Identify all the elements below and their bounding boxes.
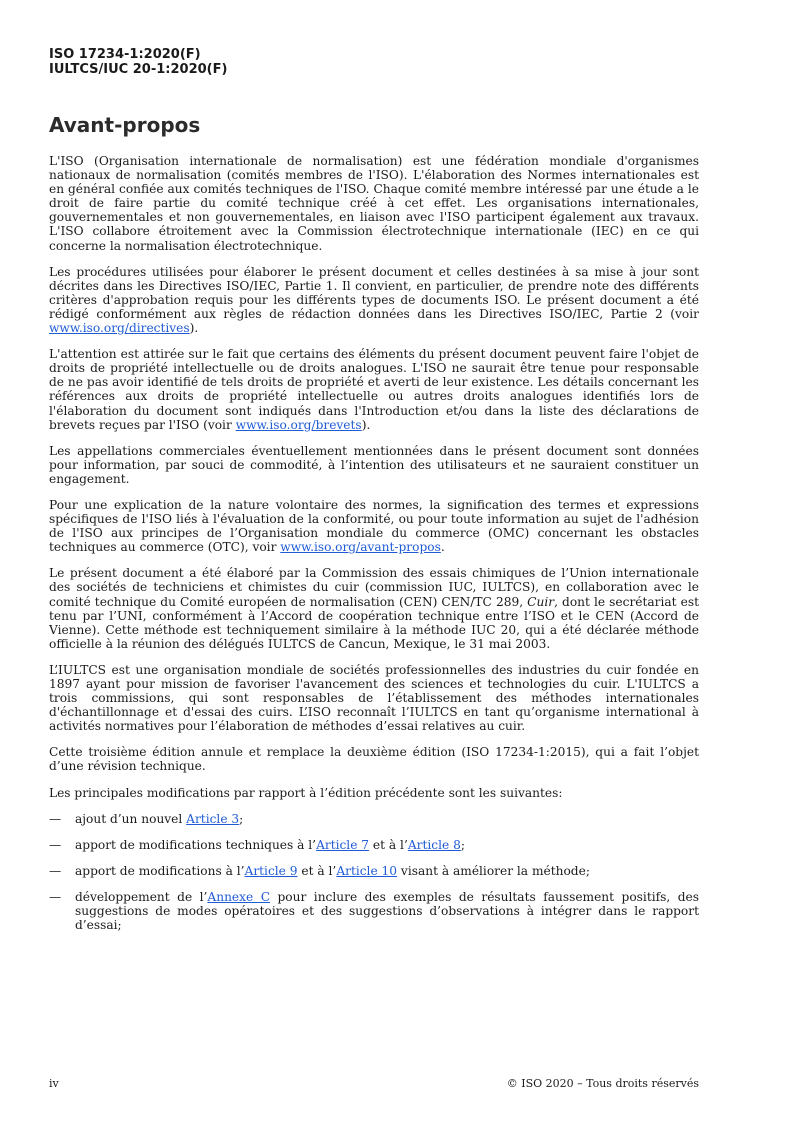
paragraph-6 (49, 566, 699, 651)
list-item-4-post: pour inclure des exemples de résultats faussement positifs, des suggestions de modes opératoires et des suggestions d’observations à intégrer dans le rapport d’essai; (75, 889, 700, 933)
paragraph-1: L'ISO (Organisation internationale de normalisation) est une fédération mondiale d'organismes nationaux de normalisation (comités membres de l'ISO). L'élaboration des Normes internationales est en général confiée aux comités techniques de l'ISO. Chaque comité membre intéressé par une étude a le droit de faire partie du comité technique créé à cet effet. Les organisations internationales, gouvernementales et non gouvernementales, en liaison avec l'ISO participent également aux travaux. L'ISO collabore étroitement avec la Commission électrotechnique internationale (IEC) en ce qui concerne la normalisation électrotechnique. (49, 154, 699, 253)
list-item (49, 838, 699, 852)
list-item-text (75, 864, 699, 878)
document-id-secondary: IULTCS/IUC 20-1:2020(F) (49, 62, 228, 77)
article-8-link[interactable]: Article 8 (407, 837, 461, 852)
list-item-1-post: ; (239, 811, 244, 826)
document-header (49, 47, 227, 77)
directives-link[interactable]: www.iso.org/directives (49, 321, 190, 336)
copyright-notice: © ISO 2020 – Tous droits réservés (506, 1077, 699, 1090)
list-dash: — (49, 863, 62, 878)
paragraph-5-text: Pour une explication de la nature volontaire des normes, la signification des termes et expressions spécifiques de l'ISO liés à l'évaluation de la conformité, ou pour toute information au sujet de l'adhésion de l'ISO aux principes de l’Organisation mondiale du commerce (OMC) concernant les obstacles techniques au commerce (OTC), voir (49, 497, 699, 555)
paragraph-5 (49, 498, 699, 554)
paragraph-6-text-1: Le présent document a été élaboré par la Commission des essais chimiques de l’Union internationale des sociétés de techniciens et chimistes du cuir (commission IUC, IULTCS), en collaboration avec le comité technique du Comité européen de normalisation (CEN) CEN/TC 289, (49, 566, 699, 609)
brevets-link[interactable]: www.iso.org/brevets (235, 417, 362, 432)
list-item-3-post: visant à améliorer la méthode; (397, 863, 590, 878)
document-id: ISO 17234-1:2020(F) (49, 47, 201, 62)
list-item (49, 864, 699, 878)
annexe-c-link[interactable]: Annexe C (207, 889, 271, 904)
list-item-3-mid: et à l’ (297, 863, 337, 878)
list-item-2-mid: et à l’ (369, 837, 408, 852)
list-item-text (75, 838, 699, 852)
paragraph-9: Les principales modifications par rapport à l’édition précédente sont les suivantes: (49, 785, 563, 800)
list-dash: — (49, 889, 62, 904)
list-dash: — (49, 837, 62, 852)
paragraph-3 (49, 347, 699, 432)
page-title: Avant-propos (49, 113, 201, 137)
paragraph-6-text-2: , dont le secrétariat est tenu par l’UNI, conformément à l’Accord de coopération technique entre l’ISO et le CEN (Accord de Vienne). Cette méthode est techniquement similaire à la méthode IUC 20, qui a été déclarée méthode officielle à la réunion des délégués IULTCS de Cancun, Mexique, le 31 mai 2003. (49, 594, 699, 651)
list-item-2-pre: apport de modifications techniques à l’ (75, 837, 317, 852)
list-item-1-pre: ajout d’un nouvel (75, 811, 187, 826)
paragraph-7: L’IULTCS est une organisation mondiale de sociétés professionnelles des industries du cuir fondée en 1897 ayant pour mission de favoriser l'avancement des sciences et technologies du cuir. L'IULTCS a trois commissions, qui sont responsables de l’établissement des méthodes internationales d'échantillonnage et d'essai des cuirs. L’ISO reconnaît l’IULTCS en tant qu’organisme international à activités normatives pour l’élaboration de méthodes d’essai relatives au cuir. (49, 662, 699, 734)
article-10-link[interactable]: Article 10 (336, 863, 398, 878)
list-item (49, 812, 699, 826)
paragraph-4: Les appellations commerciales éventuellement mentionnées dans le présent document sont données pour information, par souci de commodité, à l’intention des utilisateurs et ne sauraient constituer un engagement. (49, 443, 699, 486)
article-7-link[interactable]: Article 7 (316, 837, 370, 852)
article-9-link[interactable]: Article 9 (244, 863, 298, 878)
list-dash: — (49, 811, 62, 826)
list-item-3-pre: apport de modifications à l’ (75, 863, 245, 878)
paragraph-2 (49, 265, 699, 335)
paragraph-5-after: . (440, 540, 445, 555)
page-number: iv (49, 1077, 59, 1090)
paragraph-2-text: Les procédures utilisées pour élaborer le présent document et celles destinées à sa mise à jour sont décrites dans les Directives ISO/IEC, Partie 1. Il convient, en particulier, de prendre note des différents critères d'approbation requis pour les différents types de documents ISO. Le présent document a été rédigé conformément aux règles de rédaction données dans les Directives ISO/IEC, Partie 2 (voir (49, 264, 699, 321)
article-3-link[interactable]: Article 3 (186, 811, 240, 826)
list-item-4-pre: développement de l’ (75, 889, 208, 904)
list-item-2-post: ; (460, 837, 465, 852)
list-item-text (75, 812, 699, 826)
avant-propos-link[interactable]: www.iso.org/avant-propos (280, 540, 441, 555)
document-body (49, 154, 699, 944)
paragraph-8: Cette troisième édition annule et remplace la deuxième édition (ISO 17234-1:2015), qui a fait l’objet d’une révision technique. (49, 745, 699, 774)
paragraph-3-text: L'attention est attirée sur le fait que certains des éléments du présent document peuvent faire l'objet de droits de propriété intellectuelle ou de droits analogues. L'ISO ne saurait être tenue pour responsable de ne pas avoir identifié de tels droits de propriété et averti de leur existence. Les détails concernant les références aux droits de propriété intellectuelle ou autres droits analogues identifiés lors de l'élaboration du document sont indiqués dans l'Introduction et/ou dans la liste des déclarations de brevets reçues par l'ISO (voir (49, 347, 699, 432)
list-item (49, 890, 699, 932)
list-item-text (75, 890, 699, 932)
paragraph-6-italic: Cuir (527, 594, 555, 609)
paragraph-2-after: ). (189, 321, 199, 336)
paragraph-3-after: ). (361, 417, 371, 432)
